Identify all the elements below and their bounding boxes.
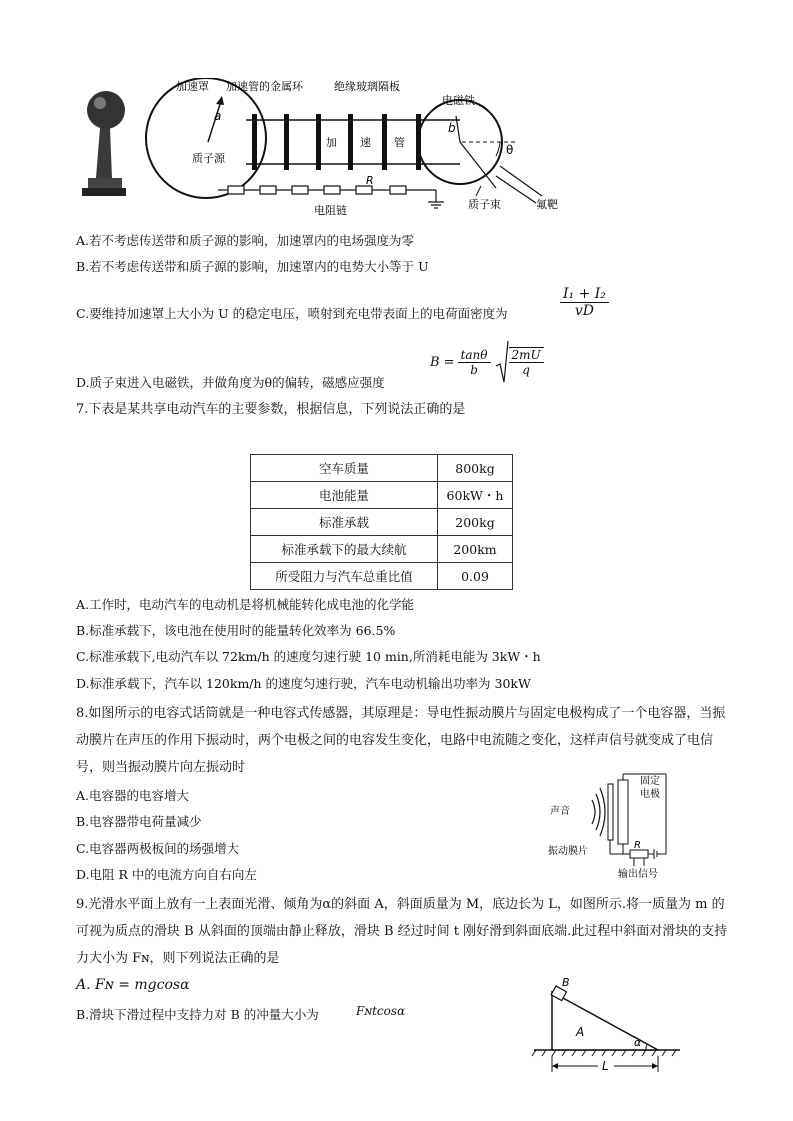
- table-cell: 标准承载下的最大续航: [251, 536, 438, 563]
- sqrt-symbol: [495, 340, 544, 384]
- label-a: a: [214, 109, 222, 123]
- q8-option-c: C.电容器两极板间的场强增大: [76, 841, 240, 856]
- q9-stem: 9.光滑水平面上放有一上表面光滑、倾角为α的斜面 A，斜面质量为 M，底边长为 L，如图所示.将一质量为 m 的可视为质点的滑块 B 从斜面的顶端由静止释放，滑块 B 经过时间 t 刚好滑到斜面底端.此过程中斜面对滑块的支持力大小为 Fɴ，则下列说法正确的是: [76, 897, 728, 966]
- label-fixed-1: 固定: [640, 776, 660, 787]
- table-row: [251, 455, 513, 482]
- label-output: 输出信号: [618, 869, 658, 880]
- formula-den: b: [470, 362, 478, 377]
- q9-option-a: A. Fɴ = mgcosα: [76, 977, 190, 993]
- label-theta: θ: [506, 143, 514, 157]
- label-tube-1: 加: [326, 136, 337, 149]
- q7-option-a: A.工作时，电动汽车的电动机是将机械能转化成电池的化学能: [76, 597, 415, 612]
- q9-option-b-expr: Fɴtcosα: [356, 1004, 406, 1018]
- incline-figure: [530, 972, 690, 1080]
- label-A: A: [576, 1025, 585, 1039]
- vehicle-params-table: [250, 454, 513, 590]
- q7-option-c: C.标准承载下,电动汽车以 72km/h 的速度匀速行驶 10 min,所消耗电能为 3kW・h: [76, 649, 541, 664]
- microphone-figure: [546, 770, 696, 880]
- label-R: R: [634, 840, 641, 851]
- label-ring: 加速管的金属环: [226, 80, 303, 93]
- label-R: R: [366, 174, 374, 187]
- label-sound: 声音: [550, 806, 570, 817]
- q9-option-b: B.滑块下滑过程中支持力对 B 的冲量大小为: [76, 1007, 319, 1022]
- incline-A: [552, 992, 658, 1050]
- q8-option-d: D.电阻 R 中的电流方向自右向左: [76, 867, 257, 882]
- q8-stem: 8.如图所示的电容式话筒就是一种电容式传感器，其原理是：导电性振动膜片与固定电极构成了一个电容器，当振动膜片在声压的作用下振动时，两个电极之间的电容发生变化，电路中电流随之变化，这样声信号就变成了电信号，则当振动膜片向左振动时: [76, 706, 726, 775]
- label-membrane: 振动膜片: [548, 846, 588, 857]
- label-tube-3: 管: [394, 136, 405, 149]
- table-cell: 所受阻力与汽车总重比值: [251, 563, 438, 590]
- q6-option-b: B.若不考虑传送带和质子源的影响，加速罩内的电势大小等于 U: [76, 259, 429, 274]
- q6-option-c: C.要维持加速罩上大小为 U 的稳定电压，喷射到充电带表面上的电荷面密度为: [76, 306, 508, 321]
- label-B: B: [562, 976, 570, 989]
- table-cell: 60kW・h: [438, 482, 513, 509]
- q6-option-a: A.若不考虑传送带和质子源的影响，加速罩内的电场强度为零: [76, 233, 415, 248]
- label-magnet: 电磁铁: [442, 94, 475, 107]
- label-beam: 质子束: [468, 198, 501, 211]
- membrane: [608, 784, 613, 840]
- table-cell: 200km: [438, 536, 513, 563]
- label-tube-2: 速: [360, 136, 371, 149]
- label-hood: 加速罩: [176, 80, 209, 93]
- table-row: [251, 482, 513, 509]
- radicand-num: 2mU: [509, 348, 544, 363]
- label-glass: 绝缘玻璃隔板: [334, 80, 400, 93]
- q6-option-d-formula: [430, 340, 544, 384]
- accelerator-figure: [76, 78, 636, 224]
- q7-option-d: D.标准承载下，汽车以 120km/h 的速度匀速行驶，汽车电动机输出功率为 30kW: [76, 676, 531, 691]
- radicand-den: q: [522, 363, 530, 377]
- table-row: [251, 536, 513, 563]
- label-b: b: [448, 121, 456, 135]
- table-cell: 200kg: [438, 509, 513, 536]
- fraction-numerator: I₁ + I₂: [560, 286, 609, 303]
- label-target: 氟靶: [536, 198, 558, 211]
- label-chain: 电阻链: [314, 204, 347, 217]
- table-cell: 标准承载: [251, 509, 438, 536]
- formula-num: tanθ: [458, 348, 491, 363]
- label-L: L: [602, 1059, 609, 1073]
- table-cell: 0.09: [438, 563, 513, 590]
- fraction-denominator: vD: [574, 303, 595, 319]
- formula-lhs: B =: [430, 354, 455, 370]
- table-row: [251, 509, 513, 536]
- generator-photo: [82, 91, 126, 196]
- accelerating-hood: [146, 78, 266, 198]
- table-cell: 电池能量: [251, 482, 438, 509]
- q7-option-b: B.标准承载下，该电池在使用时的能量转化效率为 66.5%: [76, 623, 396, 638]
- fixed-electrode: [618, 780, 628, 844]
- sound-waves-icon: [592, 788, 605, 836]
- label-alpha: α: [634, 1036, 642, 1049]
- q7-stem: 7.下表是某共享电动汽车的主要参数，根据信息，下列说法正确的是: [76, 402, 466, 417]
- label-source: 质子源: [192, 152, 225, 165]
- q8-option-a: A.电容器的电容增大: [76, 788, 190, 803]
- table-cell: 800kg: [438, 455, 513, 482]
- table-cell: 空车质量: [251, 455, 438, 482]
- label-fixed-2: 电极: [640, 789, 660, 800]
- q6-option-d: D.质子束进入电磁铁，并做角度为θ的偏转，磁感应强度: [76, 375, 385, 390]
- q6-option-c-fraction: [560, 286, 609, 319]
- q8-option-b: B.电容器带电荷量减少: [76, 814, 202, 829]
- table-row: [251, 563, 513, 590]
